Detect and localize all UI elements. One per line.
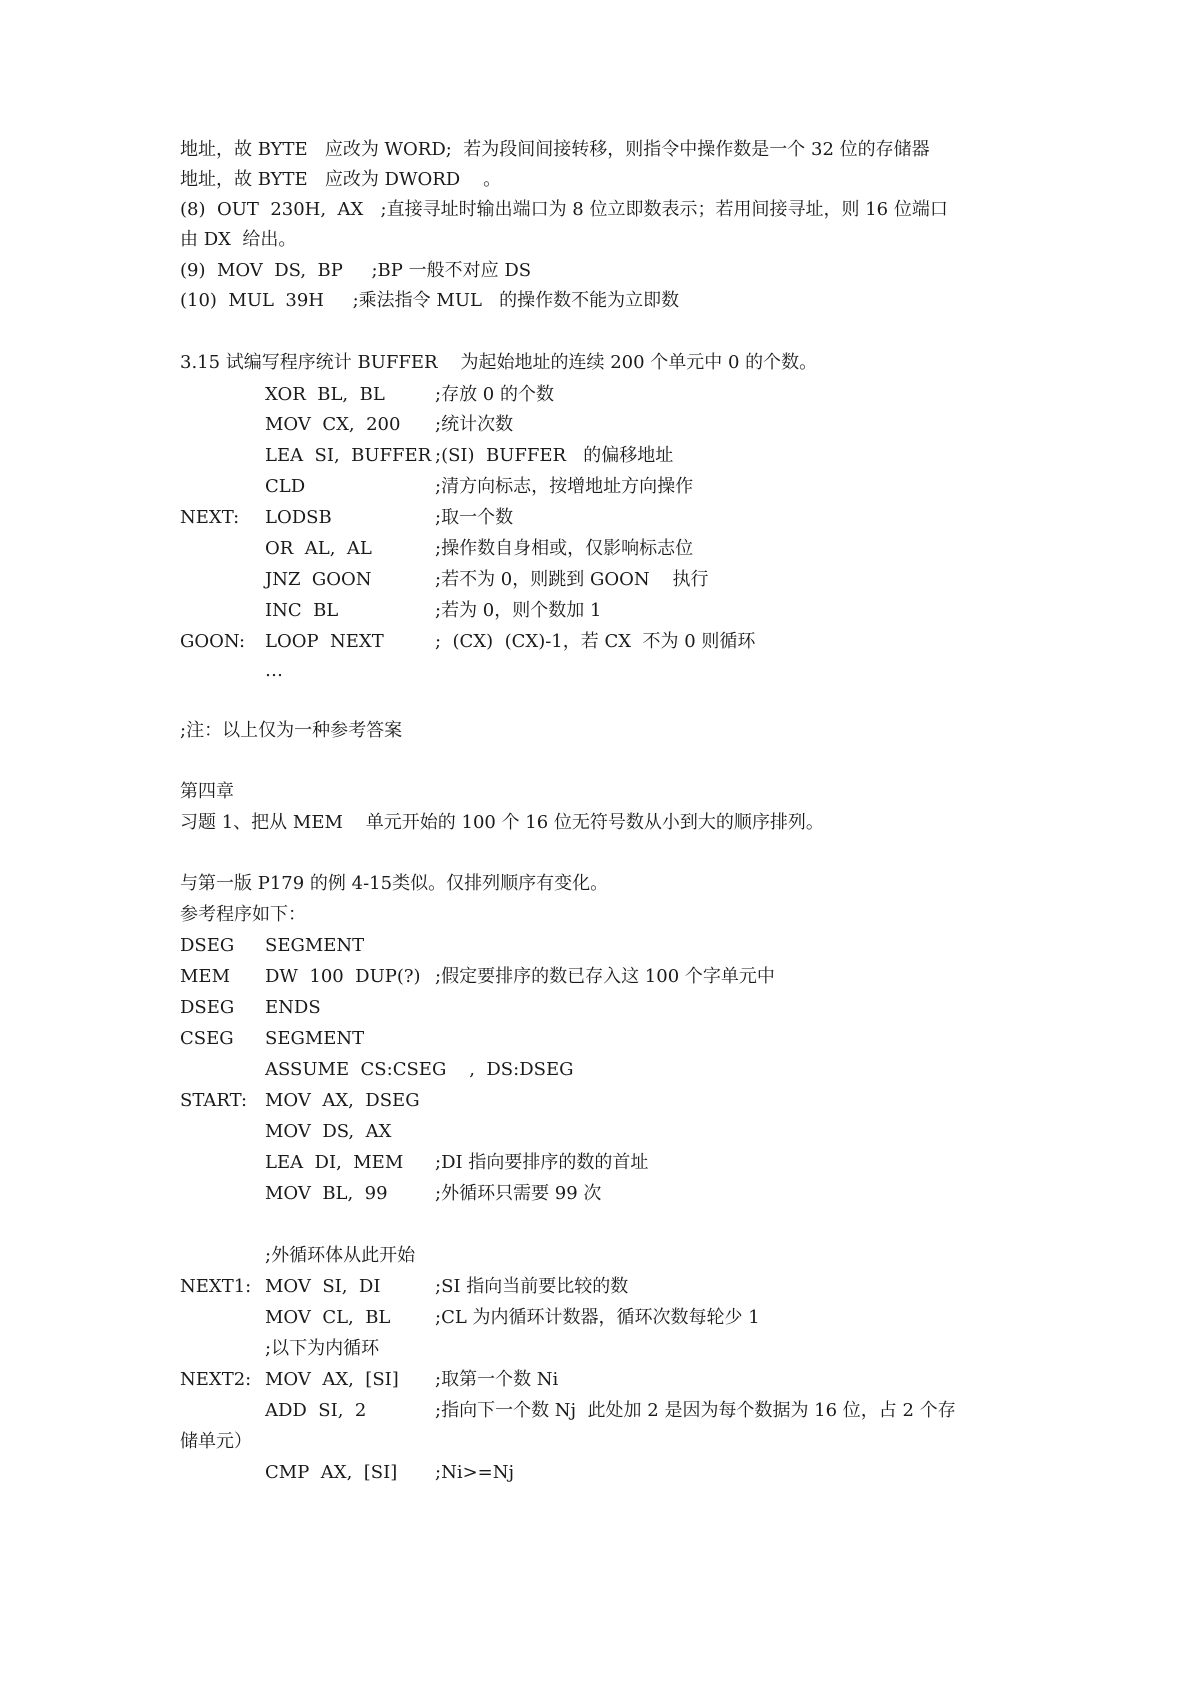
text-line: 地址，故 BYTE 应改为 DWORD 。 — [180, 169, 502, 190]
code-instruction: MOV AX, [SI] — [265, 1369, 399, 1390]
code-comment: ;CL 为内循环计数器，循环次数每轮少 1 — [435, 1307, 760, 1328]
code-comment: ;以下为内循环 — [265, 1338, 380, 1359]
code-comment: ;外循环体从此开始 — [265, 1245, 416, 1266]
code-instruction: SEGMENT — [265, 935, 365, 956]
code-label: START: — [180, 1090, 248, 1111]
code-comment: ;指向下一个数 Nj 此处加 2 是因为每个数据为 16 位，占 2 个存 — [435, 1400, 956, 1421]
code-instruction: INC BL — [265, 600, 339, 621]
code-instruction: CMP AX, [SI] — [265, 1462, 398, 1483]
code-comment: ;外循环只需要 99 次 — [435, 1183, 602, 1204]
code-comment: ;假定要排序的数已存入这 100 个字单元中 — [435, 966, 775, 987]
exercise-title: 习题 1、把从 MEM 单元开始的 100 个 16 位无符号数从小到大的顺序排列。 — [180, 812, 824, 833]
code-label: DSEG — [180, 935, 235, 956]
code-comment: ;取一个数 — [435, 507, 514, 528]
code-label: NEXT1: — [180, 1276, 252, 1297]
text-line: 储单元） — [180, 1431, 252, 1452]
code-label: GOON: — [180, 631, 246, 652]
code-label: NEXT2: — [180, 1369, 252, 1390]
question-title: 3.15 试编写程序统计 BUFFER 为起始地址的连续 200 个单元中 0 的个数。 — [180, 352, 818, 373]
code-instruction: … — [265, 660, 283, 681]
code-comment: ;存放 0 的个数 — [435, 384, 554, 405]
code-instruction: LEA DI, MEM — [265, 1152, 404, 1173]
code-instruction: ENDS — [265, 997, 321, 1018]
code-instruction: JNZ GOON — [265, 569, 372, 590]
code-instruction: MOV SI, DI — [265, 1276, 381, 1297]
code-comment: ;若不为 0，则跳到 GOON 执行 — [435, 569, 709, 590]
code-instruction: LEA SI, BUFFER — [265, 445, 432, 466]
code-instruction: CLD — [265, 476, 306, 497]
code-label: DSEG — [180, 997, 235, 1018]
code-comment: ;操作数自身相或，仅影响标志位 — [435, 538, 694, 559]
code-label: MEM — [180, 966, 231, 987]
chapter-heading: 第四章 — [180, 781, 234, 802]
code-comment: ;取第一个数 Ni — [435, 1369, 559, 1390]
code-comment: ;若为 0，则个数加 1 — [435, 600, 602, 621]
code-label: NEXT: — [180, 507, 240, 528]
code-instruction: MOV AX, DSEG — [265, 1090, 420, 1111]
code-comment: ;DI 指向要排序的数的首址 — [435, 1152, 649, 1173]
code-instruction: LODSB — [265, 507, 332, 528]
text-line: (9) MOV DS, BP ;BP 一般不对应 DS — [180, 260, 532, 281]
text-line: (10) MUL 39H ;乘法指令 MUL 的操作数不能为立即数 — [180, 290, 680, 311]
code-instruction: LOOP NEXT — [265, 631, 384, 652]
code-instruction: MOV CX, 200 — [265, 414, 401, 435]
code-instruction: ASSUME CS:CSEG , DS:DSEG — [265, 1059, 574, 1080]
code-comment: ;清方向标志，按增地址方向操作 — [435, 476, 694, 497]
note-line: ;注：以上仅为一种参考答案 — [180, 720, 403, 741]
code-instruction: SEGMENT — [265, 1028, 365, 1049]
code-instruction: XOR BL, BL — [265, 384, 385, 405]
code-comment: ;Ni>=Nj — [435, 1462, 515, 1483]
text-line: 地址，故 BYTE 应改为 WORD; 若为段间间接转移，则指令中操作数是一个 32 位的存储器 — [180, 139, 930, 160]
code-label: CSEG — [180, 1028, 234, 1049]
code-comment: ;统计次数 — [435, 414, 514, 435]
text-line: (8) OUT 230H, AX ;直接寻址时输出端口为 8 位立即数表示；若用间接寻址，则 16 位端口 — [180, 199, 948, 220]
code-comment: ; (CX) (CX)-1，若 CX 不为 0 则循环 — [435, 631, 756, 652]
code-instruction: MOV DS, AX — [265, 1121, 392, 1142]
code-comment: ;(SI) BUFFER 的偏移地址 — [435, 445, 674, 466]
text-line: 参考程序如下： — [180, 904, 306, 925]
code-comment: ;SI 指向当前要比较的数 — [435, 1276, 629, 1297]
code-instruction: ADD SI, 2 — [265, 1400, 367, 1421]
code-instruction: MOV BL, 99 — [265, 1183, 388, 1204]
text-line: 与第一版 P179 的例 4-15类似。仅排列顺序有变化。 — [180, 873, 609, 894]
code-instruction: OR AL, AL — [265, 538, 372, 559]
code-instruction: MOV CL, BL — [265, 1307, 391, 1328]
text-line: 由 DX 给出。 — [180, 229, 297, 250]
code-instruction: DW 100 DUP(?) — [265, 966, 421, 987]
